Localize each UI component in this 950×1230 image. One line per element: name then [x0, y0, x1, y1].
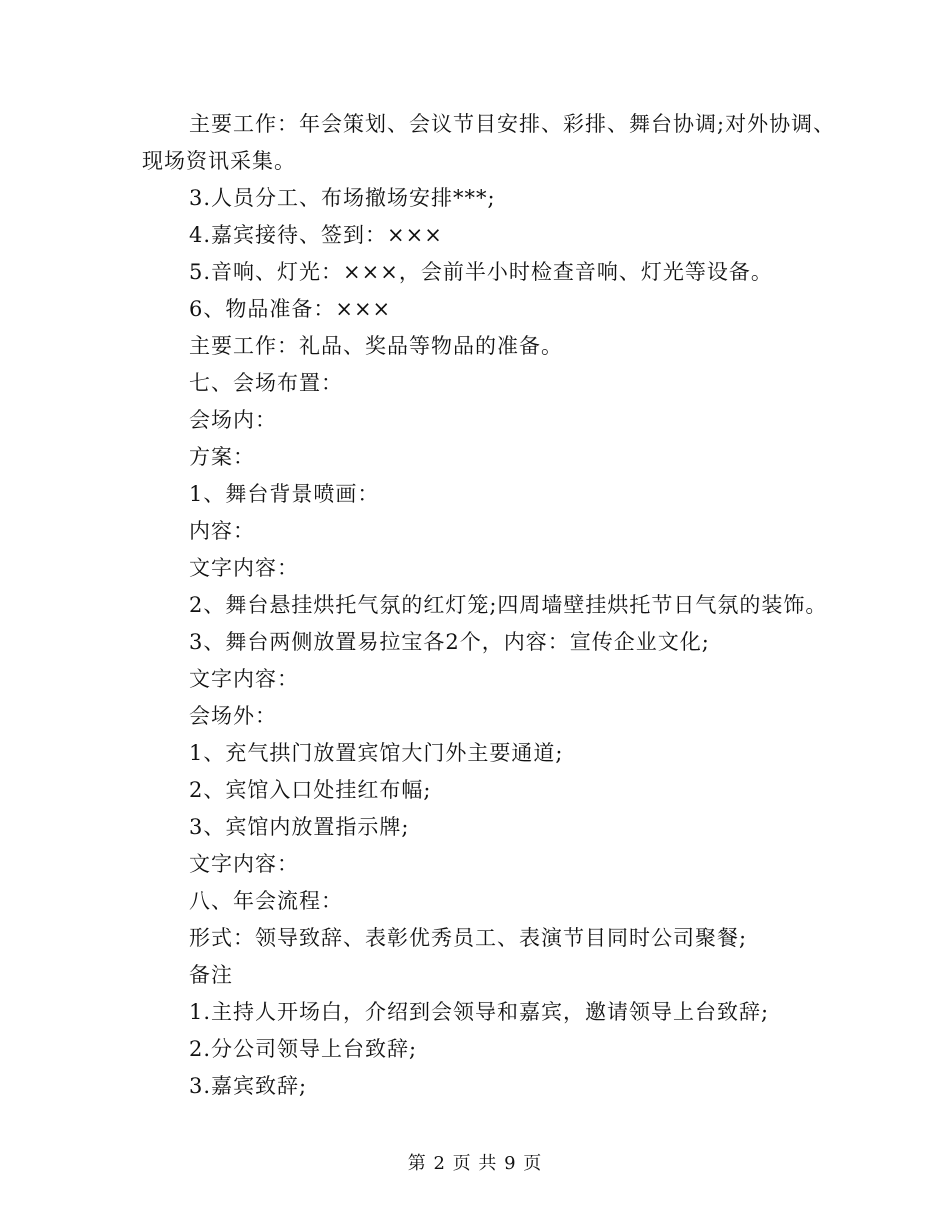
page-number-footer: 第 2 页 共 9 页: [407, 1153, 543, 1174]
paragraph-line: 文字内容：: [189, 852, 299, 876]
paragraph-line: 会场内：: [189, 408, 277, 432]
paragraph-line: 1、充气拱门放置宾馆大门外主要通道;: [189, 741, 564, 765]
paragraph-line: 备注: [189, 963, 233, 987]
paragraph-line: 6、物品准备：×××: [189, 297, 392, 321]
paragraph-line: 3.人员分工、布场撤场安排***;: [189, 186, 496, 210]
paragraph-line: 4.嘉宾接待、签到：×××: [189, 223, 443, 247]
paragraph-line: 2.分公司领导上台致辞;: [189, 1037, 418, 1061]
paragraph-line: 内容：: [189, 519, 255, 543]
paragraph-line: 3.嘉宾致辞;: [189, 1074, 308, 1098]
paragraph-line: 方案：: [189, 445, 255, 469]
paragraph-line: 5.音响、灯光：×××，会前半小时检查音响、灯光等设备。: [189, 260, 773, 284]
paragraph-line: 主要工作：礼品、奖品等物品的准备。: [189, 334, 563, 358]
paragraph-line: 2、宾馆入口处挂红布幅;: [189, 778, 432, 802]
paragraph-line: 文字内容：: [189, 667, 299, 691]
paragraph-line: 形式：领导致辞、表彰优秀员工、表演节目同时公司聚餐;: [189, 926, 748, 950]
paragraph-line: 1.主持人开场白，介绍到会领导和嘉宾，邀请领导上台致辞;: [189, 1000, 770, 1024]
paragraph-line: 现场资讯采集。: [142, 149, 296, 173]
paragraph-line: 2、舞台悬挂烘托气氛的红灯笼;四周墙壁挂烘托节日气氛的装饰。: [189, 593, 828, 617]
paragraph-line: 会场外：: [189, 704, 277, 728]
paragraph-line: 1、舞台背景喷画：: [189, 482, 380, 506]
section-heading: 七、会场布置：: [189, 371, 343, 395]
paragraph-line: 3、舞台两侧放置易拉宝各2个，内容：宣传企业文化;: [189, 630, 710, 654]
document-body: [142, 106, 836, 1105]
paragraph-line: 主要工作：年会策划、会议节目安排、彩排、舞台协调;对外协调、: [189, 112, 836, 136]
section-heading: 八、年会流程：: [189, 889, 343, 913]
paragraph-line: 3、宾馆内放置指示牌;: [189, 815, 410, 839]
paragraph-line: 文字内容：: [189, 556, 299, 580]
